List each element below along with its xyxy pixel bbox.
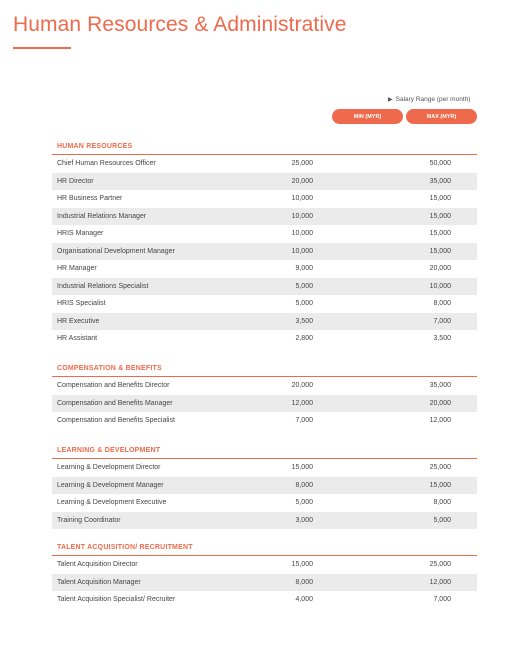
job-title: Compensation and Benefits Manager [57,399,173,407]
job-title: Learning & Development Manager [57,481,164,489]
section-heading: COMPENSATION & BENEFITS [57,365,162,372]
min-salary: 10,000 [291,195,313,203]
section-learning-development [52,446,477,529]
section-talent-acquisition [52,543,477,609]
table-row [52,574,477,592]
section-heading: LEARNING & DEVELOPMENT [57,447,161,454]
table-row [52,330,477,348]
salary-table [52,556,477,609]
table-row [52,155,477,173]
min-salary: 20,000 [291,177,313,185]
table-row [52,459,477,477]
table-row [52,591,477,609]
table-row [52,313,477,331]
min-salary: 15,000 [291,464,313,472]
table-row [52,278,477,296]
min-salary: 10,000 [291,212,313,220]
table-row [52,260,477,278]
min-salary: 4,000 [295,596,313,604]
max-salary: 8,000 [433,499,451,507]
table-row [52,395,477,413]
max-salary: 50,000 [429,160,451,168]
table-row [52,377,477,395]
section-human-resources [52,142,477,348]
max-salary: 15,000 [429,212,451,220]
min-salary: 5,000 [295,282,313,290]
job-title: Compensation and Benefits Specialist [57,417,175,425]
page-title: Human Resources & Administrative [13,13,347,36]
min-salary: 5,000 [295,499,313,507]
job-title: HR Assistant [57,335,98,343]
max-salary: 25,000 [429,561,451,569]
max-salary: 35,000 [429,177,451,185]
max-salary: 20,000 [429,399,451,407]
table-row [52,512,477,530]
min-column-header: MIN (MYR) [332,109,403,124]
job-title: HRIS Specialist [57,300,106,308]
table-row [52,295,477,313]
job-title: HRIS Manager [57,230,104,238]
title-underline [13,47,71,49]
table-row [52,208,477,226]
max-salary: 25,000 [429,464,451,472]
max-salary: 35,000 [429,382,451,390]
table-row [52,477,477,495]
job-title: HR Business Partner [57,195,123,203]
min-salary: 15,000 [291,561,313,569]
table-row [52,494,477,512]
salary-range-label: Salary Range (per month) [395,96,471,103]
job-title: Talent Acquisition Director [57,561,138,569]
min-salary: 12,000 [291,399,313,407]
min-salary: 9,000 [295,265,313,273]
min-salary: 7,000 [295,417,313,425]
max-salary: 5,000 [433,516,451,524]
max-salary: 12,000 [429,578,451,586]
job-title: Learning & Development Director [57,464,161,472]
max-salary: 7,000 [433,596,451,604]
min-salary: 20,000 [291,382,313,390]
job-title: Talent Acquisition Specialist/ Recruiter [57,596,176,604]
min-salary: 10,000 [291,230,313,238]
max-salary: 15,000 [429,247,451,255]
job-title: Organisational Development Manager [57,247,175,255]
max-salary: 20,000 [429,265,451,273]
max-salary: 15,000 [429,230,451,238]
table-row [52,225,477,243]
salary-table [52,377,477,430]
table-row [52,243,477,261]
table-row [52,556,477,574]
job-title: Chief Human Resources Officer [57,160,156,168]
max-salary: 8,000 [433,300,451,308]
min-salary: 3,500 [295,317,313,325]
min-salary: 8,000 [295,481,313,489]
min-salary: 25,000 [291,160,313,168]
triangle-right-icon: ▶ [388,97,393,103]
max-salary: 10,000 [429,282,451,290]
min-salary: 2,800 [295,335,313,343]
min-salary: 3,000 [295,516,313,524]
max-salary: 3,500 [433,335,451,343]
job-title: Talent Acquisition Manager [57,578,141,586]
job-title: Compensation and Benefits Director [57,382,170,390]
section-heading: TALENT ACQUISITION/ RECRUITMENT [57,544,193,551]
section-heading: HUMAN RESOURCES [57,143,133,150]
max-salary: 12,000 [429,417,451,425]
job-title: Learning & Development Executive [57,499,167,507]
salary-range-note [388,96,470,103]
job-title: Industrial Relations Manager [57,212,147,220]
job-title: Industrial Relations Specialist [57,282,149,290]
max-salary: 15,000 [429,481,451,489]
table-row [52,173,477,191]
max-salary: 7,000 [433,317,451,325]
job-title: Training Coordinator [57,516,121,524]
min-salary: 5,000 [295,300,313,308]
salary-table [52,155,477,348]
salary-table [52,459,477,529]
min-salary: 8,000 [295,578,313,586]
max-salary: 15,000 [429,195,451,203]
job-title: HR Director [57,177,94,185]
table-row [52,190,477,208]
table-row [52,412,477,430]
section-compensation-benefits [52,364,477,430]
job-title: HR Executive [57,317,100,325]
max-column-header: MAX (MYR) [406,109,477,124]
min-salary: 10,000 [291,247,313,255]
job-title: HR Manager [57,265,97,273]
